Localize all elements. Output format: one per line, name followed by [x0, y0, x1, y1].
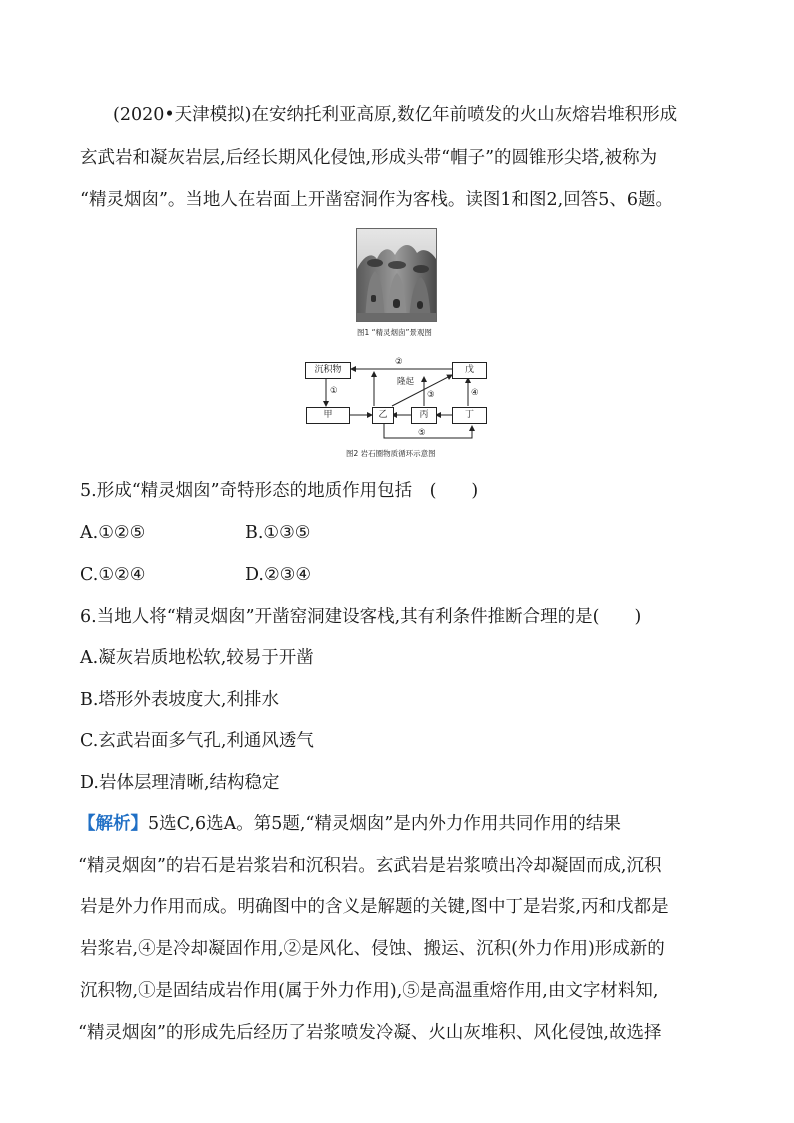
analysis-line-2: “精灵烟囱”的岩石是岩浆岩和沉积岩。玄武岩是岩浆喷出冷却凝固而成,沉积	[78, 856, 662, 876]
box-sediment: 沉积物	[305, 362, 351, 379]
q5-option-b[interactable]: B.①③⑤	[245, 523, 311, 543]
label-4: ④	[471, 388, 479, 398]
q5-option-c[interactable]: C.①②④	[80, 565, 146, 585]
label-5: ⑤	[418, 428, 426, 438]
analysis-line-1-text: 5选C,6选A。第5题,“精灵烟囱”是内外力作用共同作用的结果	[148, 814, 621, 834]
intro-line-1: (2020•天津模拟)在安纳托利亚高原,数亿年前喷发的火山灰熔岩堆积形成	[113, 105, 678, 125]
box-jia: 甲	[306, 407, 350, 424]
q5-option-d[interactable]: D.②③④	[245, 565, 312, 585]
analysis-line-5: 沉积物,①是固结成岩作用(属于外力作用),⑤是高温重熔作用,由文字材料知,	[80, 981, 659, 1001]
q6-option-a[interactable]: A.凝灰岩质地松软,较易于开凿	[80, 648, 314, 668]
q5-option-a[interactable]: A.①②⑤	[80, 523, 146, 543]
label-2: ②	[395, 357, 403, 367]
box-wu: 戊	[452, 362, 487, 379]
analysis-tag: 【解析】	[78, 814, 148, 834]
label-3: ③	[427, 390, 435, 400]
q5-stem: 5.形成“精灵烟囱”奇特形态的地质作用包括 ( )	[80, 481, 479, 501]
label-uplift: 隆起	[397, 377, 415, 387]
q6-stem: 6.当地人将“精灵烟囱”开凿窑洞建设客栈,其有利条件推断合理的是( )	[80, 607, 642, 627]
analysis-line-3: 岩是外力作用而成。明确图中的含义是解题的关键,图中丁是岩浆,丙和戊都是	[80, 897, 669, 917]
figure2-caption: 图2 岩石圈物质循环示意图	[346, 449, 436, 458]
label-1: ①	[330, 386, 338, 396]
figure1-caption: 图1 “精灵烟囱”景观图	[357, 328, 432, 337]
q6-option-d[interactable]: D.岩体层理清晰,结构稳定	[80, 773, 280, 793]
intro-line-2: 玄武岩和凝灰岩层,后经长期风化侵蚀,形成头带“帽子”的圆锥形尖塔,被称为	[80, 148, 658, 168]
fairy-chimney-photo	[356, 228, 437, 322]
analysis-line-6: “精灵烟囱”的形成先后经历了岩浆喷发冷凝、火山灰堆积、风化侵蚀,故选择	[78, 1023, 662, 1043]
q6-option-b[interactable]: B.塔形外表坡度大,利排水	[80, 690, 279, 710]
analysis-line-4: 岩浆岩,④是冷却凝固作用,②是风化、侵蚀、搬运、沉积(外力作用)形成新的	[80, 939, 665, 959]
rock-cycle-diagram	[300, 355, 500, 447]
box-bing: 丙	[411, 407, 437, 424]
analysis-line-1	[78, 813, 621, 835]
box-ding: 丁	[452, 407, 487, 424]
intro-line-3: “精灵烟囱”。当地人在岩面上开凿窑洞作为客栈。读图1和图2,回答5、6题。	[80, 190, 673, 210]
q6-option-c[interactable]: C.玄武岩面多气孔,利通风透气	[80, 731, 314, 751]
box-yi: 乙	[372, 407, 394, 424]
